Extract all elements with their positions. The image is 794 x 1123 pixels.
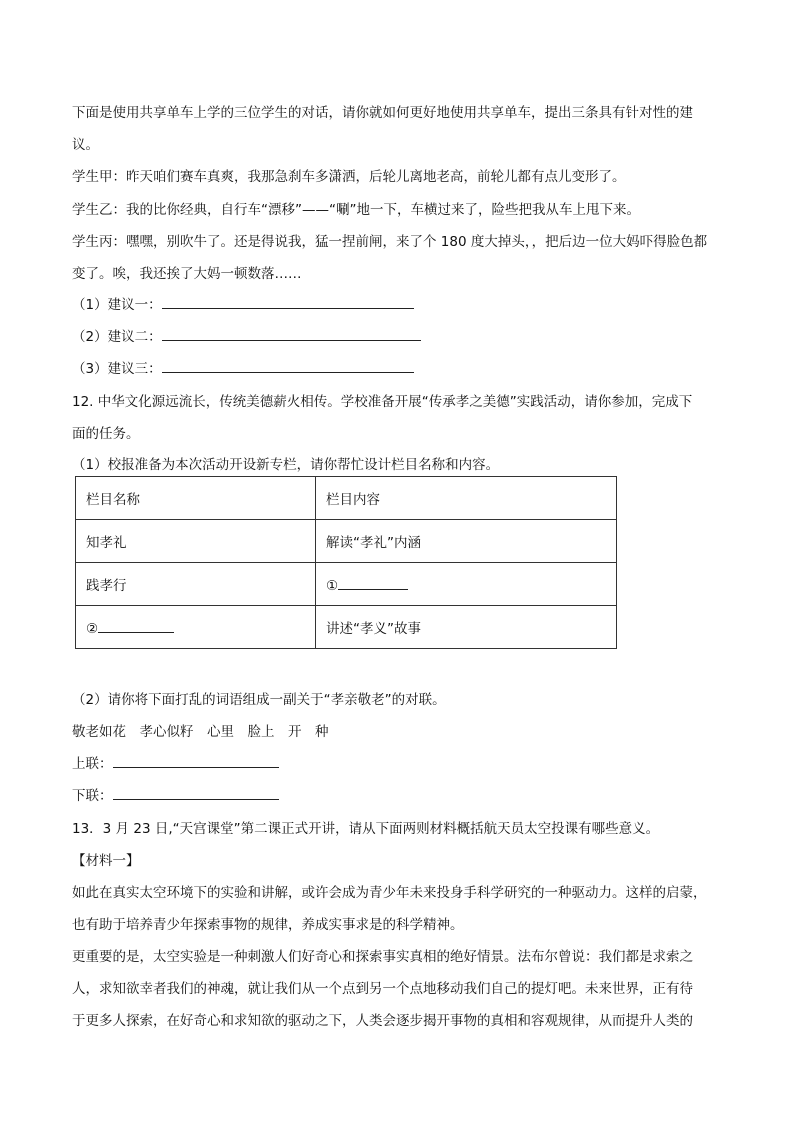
table-row (76, 563, 617, 606)
dialogue-student-b: 学生乙：我的比你经典，自行车“漂移”——“唰”地一下，车横过来了，险些把我从车上甩下来。 (72, 202, 640, 218)
suggestion-3-answer-blank[interactable] (162, 358, 414, 373)
blank-marker-1: ① (326, 577, 339, 594)
material-one-label: 【材料一】 (72, 853, 140, 869)
suggestion-1-answer-blank[interactable] (162, 294, 414, 309)
couplet-words: 敬老如花 孝心似籽 心里 脸上 开 种 (72, 724, 329, 740)
table-row (76, 606, 617, 649)
table-cell-name: 践孝行 (76, 563, 316, 606)
suggestion-3 (72, 357, 414, 377)
q12-task-2: （2）请你将下面打乱的词语组成一副关于“孝亲敬老”的对联。 (72, 692, 446, 708)
material-p2-line3: 于更多人探索，在好奇心和求知欲的驱动之下，人类会逐步揭开事物的真相和容观规律，从而提升人类的 (72, 1013, 693, 1029)
table-cell-content: 讲述“孝义”故事 (316, 606, 617, 649)
q13-title: 13．3 月 23 日,“天宫课堂”第二课正式开讲，请从下面两则材料概括航天员太空投课有哪些意义。 (72, 821, 660, 837)
q12-title-line1: 12. 中华文化源远流长，传统美德薪火相传。学校准备开展“传承孝之美德”实践活动，请你参加，完成下 (72, 394, 693, 410)
table-cell-name: 知孝礼 (76, 520, 316, 563)
blank-marker-2: ② (86, 620, 99, 637)
dialogue-student-a: 学生甲：昨天咱们赛车真爽，我那急刹车多潇洒，后轮儿离地老高，前轮儿都有点儿变形了。 (72, 169, 626, 185)
q11-intro-line1: 下面是使用共享单车上学的三位学生的对话，请你就如何更好地使用共享单车，提出三条具有针对性的建 (72, 105, 693, 121)
dialogue-student-c-line1: 学生丙：嘿嘿，别吹牛了。还是得说我，猛一捏前闸，来了个 180 度大掉头，，把后边一位大妈吓得脸色都 (72, 234, 708, 250)
table-row (76, 520, 617, 563)
table-header-row (76, 477, 617, 520)
column-design-table (75, 476, 617, 649)
suggestion-2-label: （2）建议二： (72, 329, 162, 345)
suggestion-3-label: （3）建议三： (72, 361, 162, 377)
suggestion-2-answer-blank[interactable] (162, 326, 421, 341)
q11-intro-line2: 议。 (72, 137, 99, 153)
couplet-lower (72, 784, 279, 804)
blank-1-answer[interactable] (338, 575, 408, 590)
material-p2-line2: 人，求知欲幸者我们的神魂，就让我们从一个点到另一个点地移动我们自己的提灯吧。未来世界，正有待 (72, 981, 693, 997)
material-p1-line1: 如此在真实太空环境下的实验和讲解，或许会成为青少年未来投身手科学研究的一种驱动力。这样的启蒙， (72, 885, 707, 901)
table-cell-content: 解读“孝礼”内涵 (316, 520, 617, 563)
upper-couplet-blank[interactable] (113, 753, 279, 768)
blank-2-answer[interactable] (98, 618, 174, 633)
suggestion-1-label: （1）建议一： (72, 297, 162, 313)
lower-couplet-label: 下联： (72, 788, 113, 804)
couplet-upper (72, 752, 279, 772)
upper-couplet-label: 上联： (72, 756, 113, 772)
lower-couplet-blank[interactable] (113, 785, 279, 800)
suggestion-1 (72, 293, 414, 313)
material-p2-line1: 更重要的是，太空实验是一种刺激人们好奇心和探索事实真相的绝好情景。法布尔曾说：我们都是求索之 (72, 949, 693, 965)
material-p1-line2: 也有助于培养青少年探索事物的规律，养成实事求是的科学精神。 (72, 917, 464, 933)
table-cell-name (76, 606, 316, 649)
suggestion-2 (72, 325, 421, 345)
q12-title-line2: 面的任务。 (72, 426, 140, 442)
table-cell-content (316, 563, 617, 606)
table-header-content: 栏目内容 (316, 477, 617, 520)
q12-task-1: （1）校报准备为本次活动开设新专栏，请你帮忙设计栏目名称和内容。 (72, 457, 500, 473)
table-header-name: 栏目名称 (76, 477, 316, 520)
dialogue-student-c-line2: 变了。唉，我还挨了大妈一顿数落…… (72, 266, 302, 282)
